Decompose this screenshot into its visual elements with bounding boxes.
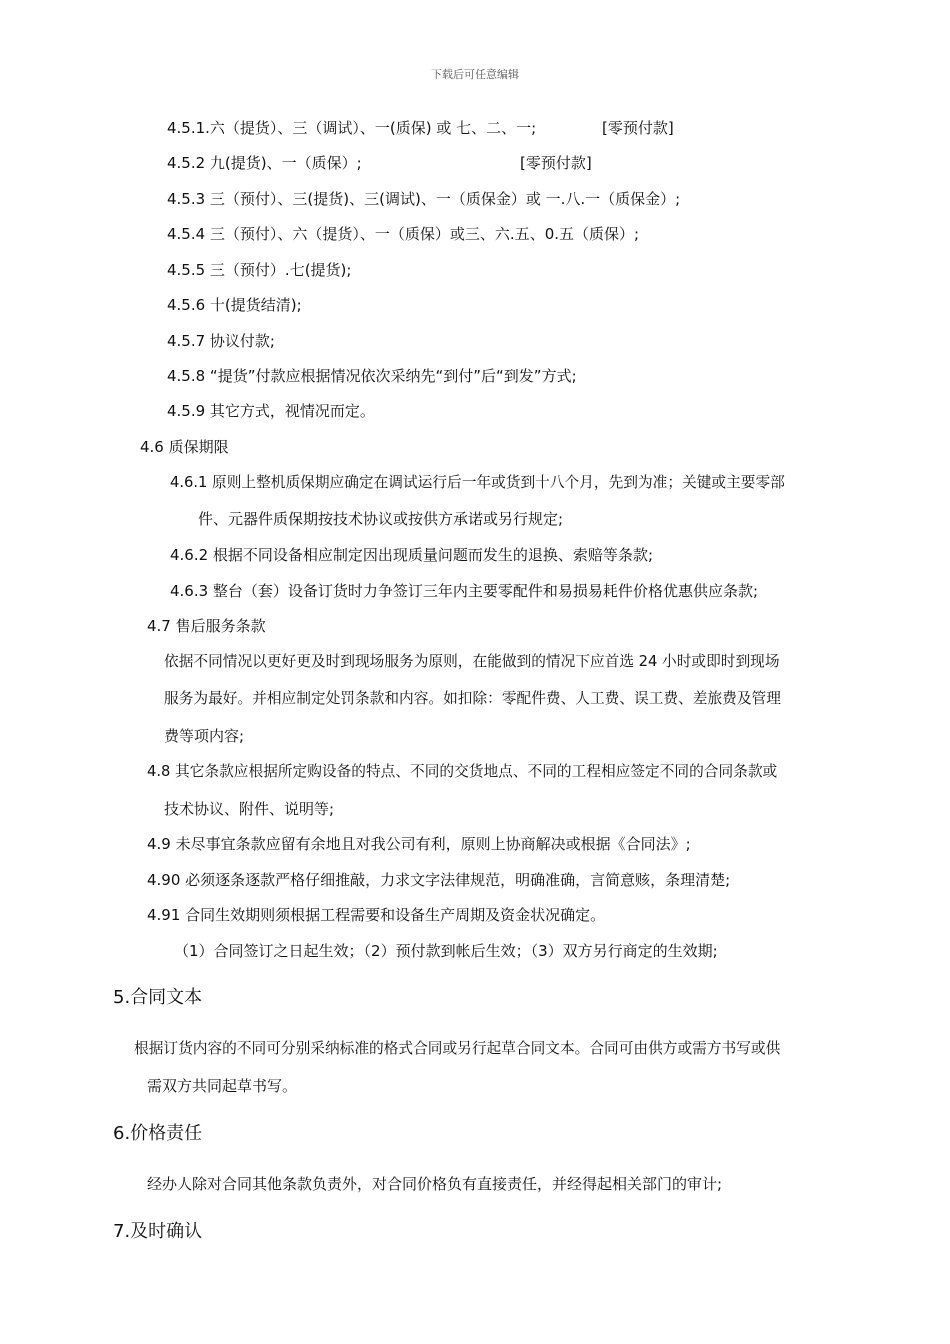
item-4-5-2: 4.5.2 九(提货)、一（质保）;	[167, 154, 362, 172]
item-4-5-2-note: [零预付款]	[520, 154, 592, 172]
para-4-91: 4.91 合同生效期则须根据工程需要和设备生产周期及资金状况确定。	[147, 906, 606, 924]
para-4-90: 4.90 必须逐条逐款严格仔细推敲，力求文字法律规范，明确准确，言简意赅，条理清楚;	[147, 871, 731, 889]
section-4-7-title: 4.7 售后服务条款	[147, 617, 266, 635]
item-4-5-7: 4.5.7 协议付款;	[167, 332, 275, 350]
section-4-6-title: 4.6 质保期限	[140, 438, 229, 456]
section-6-heading: 6.价格责任	[113, 1123, 203, 1144]
item-4-5-4: 4.5.4 三（预付）、六（提货）、一（质保）或三、六.五、0.五（质保）;	[167, 225, 640, 243]
section-5-heading: 5.合同文本	[113, 987, 203, 1008]
para-4-7-line1: 依据不同情况以更好更及时到现场服务为原则，在能做到的情况下应首选 24 小时或即时到现场	[164, 653, 780, 670]
item-4-6-3: 4.6.3 整台（套）设备订货时力争签订三年内主要零配件和易损易耗件价格优惠供应条款;	[170, 582, 758, 600]
item-4-6-1-line1: 4.6.1 原则上整机质保期应确定在调试运行后一年或货到十八个月，先到为准；关键或主要零部	[170, 474, 785, 491]
para-4-7-line3: 费等项内容;	[164, 727, 245, 745]
para-6: 经办人除对合同其他条款负责外，对合同价格负有直接责任，并经得起相关部门的审计;	[147, 1175, 723, 1193]
item-4-6-2: 4.6.2 根据不同设备相应制定因出现质量问题而发生的退换、索赔等条款;	[170, 546, 653, 564]
item-4-5-1: 4.5.1.六（提货）、三（调试）、一(质保) 或 七、二、一;	[167, 119, 537, 137]
item-4-5-9: 4.5.9 其它方式，视情况而定。	[167, 402, 375, 420]
item-4-5-1-note: [零预付款]	[602, 119, 674, 137]
para-4-9: 4.9 未尽事宜条款应留有余地且对我公司有利，原则上协商解决或根据《合同法》;	[147, 835, 691, 853]
para-4-8-line1: 4.8 其它条款应根据所定购设备的特点、不同的交货地点、不同的工程相应签定不同的合同条款或	[147, 763, 778, 780]
para-4-8-line2: 技术协议、附件、说明等;	[164, 800, 335, 818]
page-header: 下载后可任意编辑	[431, 68, 519, 81]
section-7-heading: 7.及时确认	[113, 1221, 203, 1242]
item-4-5-6: 4.5.6 十(提货结清);	[167, 296, 302, 314]
para-4-91-sub: （1）合同签订之日起生效；（2）预付款到帐后生效；（3）双方另行商定的生效期;	[174, 942, 718, 960]
para-5-line1: 根据订货内容的不同可分别采纳标准的格式合同或另行起草合同文本。合同可由供方或需方书写或供	[134, 1040, 781, 1057]
item-4-5-8: 4.5.8 “提货”付款应根据情况依次采纳先“到付”后“到发”方式;	[167, 367, 577, 385]
item-4-5-5: 4.5.5 三（预付）.七(提货);	[167, 261, 352, 279]
para-4-7-line2: 服务为最好。并相应制定处罚条款和内容。如扣除：零配件费、人工费、误工费、差旅费及管理	[164, 690, 781, 707]
item-4-6-1-line2: 件、元器件质保期按技术协议或按供方承诺或另行规定;	[198, 510, 564, 528]
item-4-5-3: 4.5.3 三（预付）、三(提货)、三(调试)、一（质保金）或 一.八.一（质保金）;	[167, 190, 681, 208]
para-5-line2: 需双方共同起草书写。	[147, 1077, 298, 1095]
